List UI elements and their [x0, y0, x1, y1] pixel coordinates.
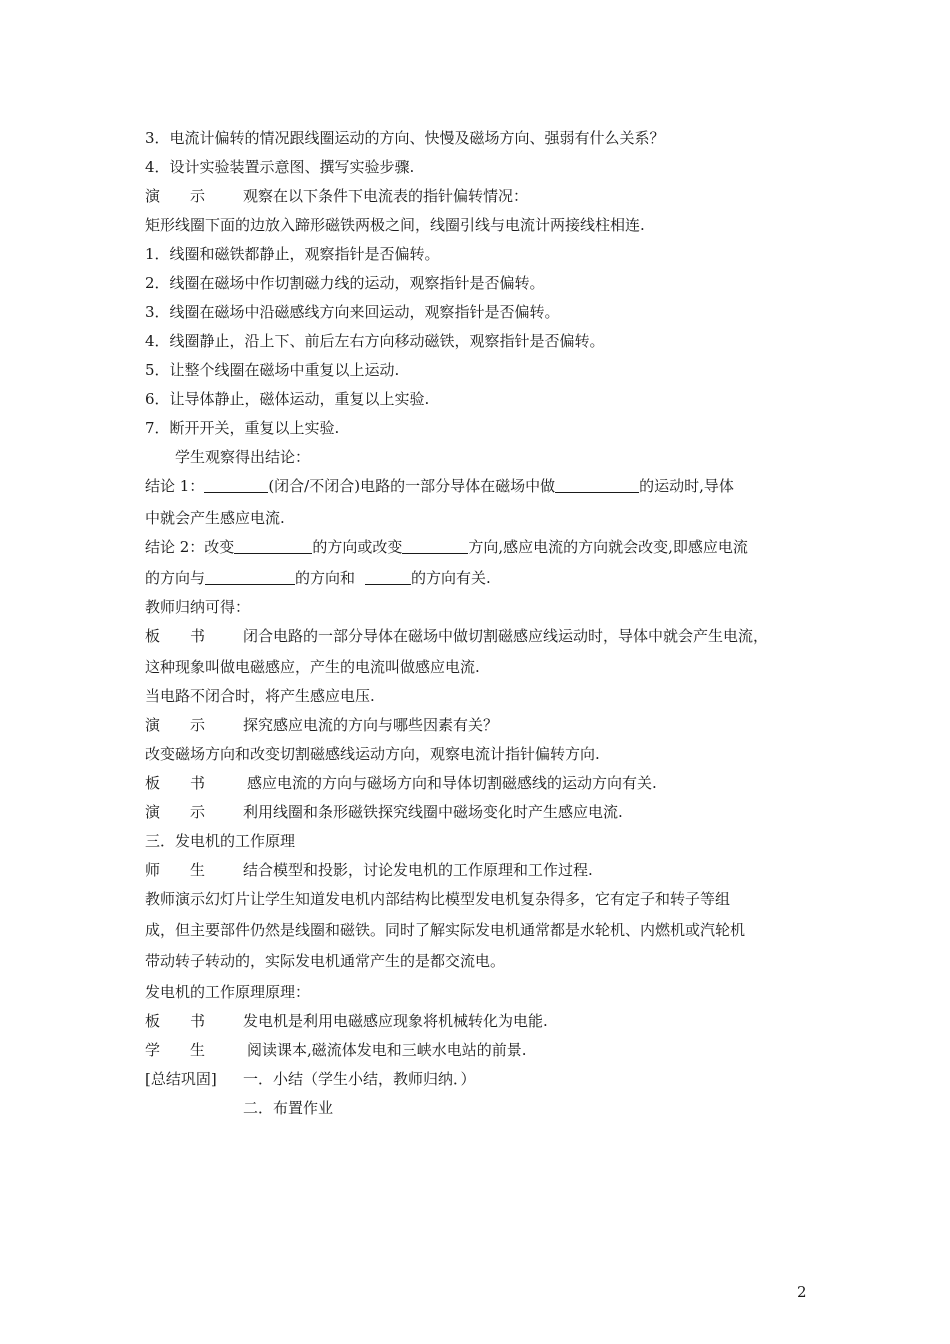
conclusion-1-middle: (闭合/不闭合)电路的一部分导体在磁场中做 [268, 477, 556, 495]
question-3: 3．电流计偏转的情况跟线圈运动的方向、快慢及磁场方向、强弱有什么关系？ [145, 129, 665, 147]
slides-line-1: 教师演示幻灯片让学生知道发电机内部结构比模型发电机复杂得多，它有定子和转子等组 [145, 890, 731, 908]
conclusion-2-cont-a: 的方向与 [145, 569, 206, 587]
conclusion-2-cont-c: 的方向有关. [411, 569, 491, 587]
section-label: 演 示 [145, 716, 206, 734]
line-text: 一．小结（学生小结，教师归纳．） [243, 1070, 476, 1088]
section-label: 学 生 [145, 1041, 206, 1059]
student-conclusion-heading: 学生观察得出结论： [175, 448, 311, 466]
section-label: 师 生 [145, 861, 206, 879]
section-label: [总结巩固] [145, 1070, 217, 1088]
homework-line: 二．布置作业 [243, 1099, 334, 1117]
line-text: 感应电流的方向与磁场方向和导体切割磁感线的运动方向有关. [247, 774, 657, 792]
section-label: 板 书 [145, 627, 206, 645]
section-label: 演 示 [145, 187, 206, 205]
line-text: 阅读课本,磁流体发电和三峡水电站的前景. [247, 1041, 527, 1059]
slides-line-3: 带动转子转动的，实际发电机通常产生的是都交流电。 [145, 952, 506, 970]
step-7: 7．断开开关，重复以上实验. [145, 419, 340, 437]
demo-line-3 [145, 802, 815, 822]
step-5: 5．让整个线圈在磁场中重复以上运动. [145, 361, 400, 379]
step-6: 6．让导体静止，磁体运动，重复以上实验. [145, 390, 430, 408]
question-4: 4．设计实验装置示意图、撰写实验步骤. [145, 158, 415, 176]
fill-blank [365, 570, 411, 585]
line-text: 发电机是利用电磁感应现象将机械转化为电能. [243, 1012, 548, 1030]
page-number: 2 [797, 1283, 807, 1301]
board-line-2 [145, 773, 815, 793]
teacher-summary-heading: 教师归纳可得： [145, 598, 251, 616]
conclusion-1-end: 的运动时,导体 [639, 477, 734, 495]
student-line [145, 1040, 815, 1060]
fill-blank [204, 478, 268, 493]
setup-line: 矩形线圈下面的边放入蹄形磁铁两极之间，线圈引线与电流计两接线柱相连. [145, 216, 645, 234]
section-label: 板 书 [145, 774, 206, 792]
section-label: 演 示 [145, 803, 206, 821]
conclusion-2-end: 方向,感应电流的方向就会改变,即感应电流 [468, 538, 748, 556]
teacher-student-line [145, 860, 815, 880]
conclusion-2-cont-b: 的方向和 [295, 569, 356, 587]
board-line-3 [145, 1011, 815, 1031]
line-text: 闭合电路的一部分导体在磁场中做切割磁感应线运动时，导体中就会产生电流， [243, 627, 769, 645]
line-text: 利用线圈和条形磁铁探究线圈中磁场变化时产生感应电流. [243, 803, 623, 821]
fill-blank [402, 539, 468, 554]
section-3-heading: 三．发电机的工作原理 [145, 832, 296, 850]
demo-line-2 [145, 715, 815, 735]
line-text: 结合模型和投影，讨论发电机的工作原理和工作过程. [243, 861, 593, 879]
demo-line-1 [145, 186, 815, 206]
fill-blank [555, 478, 639, 493]
conclusion-2-label: 结论 2：改变 [145, 538, 235, 556]
conclusion-2 [145, 537, 815, 557]
slides-line-2: 成，但主要部件仍然是线圈和磁铁。同时了解实际发电机通常都是水轮机、内燃机或汽轮机 [145, 921, 746, 939]
conclusion-1 [145, 476, 815, 496]
conclusion-2-middle: 的方向或改变 [312, 538, 403, 556]
direction-line: 改变磁场方向和改变切割磁感线运动方向，观察电流计指针偏转方向. [145, 745, 600, 763]
conclusion-2-cont [145, 568, 815, 588]
section-label: 板 书 [145, 1012, 206, 1030]
open-circuit-line: 当电路不闭合时，将产生感应电压. [145, 687, 375, 705]
board-line-1 [145, 626, 815, 646]
step-1: 1．线圈和磁铁都静止，观察指针是否偏转。 [145, 245, 440, 263]
conclusion-1-cont: 中就会产生感应电流. [145, 509, 285, 527]
fill-blank [234, 539, 312, 554]
board-line-1-cont: 这种现象叫做电磁感应，产生的电流叫做感应电流. [145, 658, 480, 676]
summary-line [145, 1069, 815, 1089]
step-3: 3．线圈在磁场中沿磁感线方向来回运动，观察指针是否偏转。 [145, 303, 560, 321]
conclusion-1-label: 结论 1： [145, 477, 205, 495]
step-4: 4．线圈静止，沿上下、前后左右方向移动磁铁，观察指针是否偏转。 [145, 332, 605, 350]
line-text: 探究感应电流的方向与哪些因素有关？ [243, 716, 499, 734]
fill-blank [205, 570, 295, 585]
step-2: 2．线圈在磁场中作切割磁力线的运动，观察指针是否偏转。 [145, 274, 545, 292]
generator-principle-heading: 发电机的工作原理原理： [145, 983, 311, 1001]
line-text: 观察在以下条件下电流表的指针偏转情况： [243, 187, 529, 205]
